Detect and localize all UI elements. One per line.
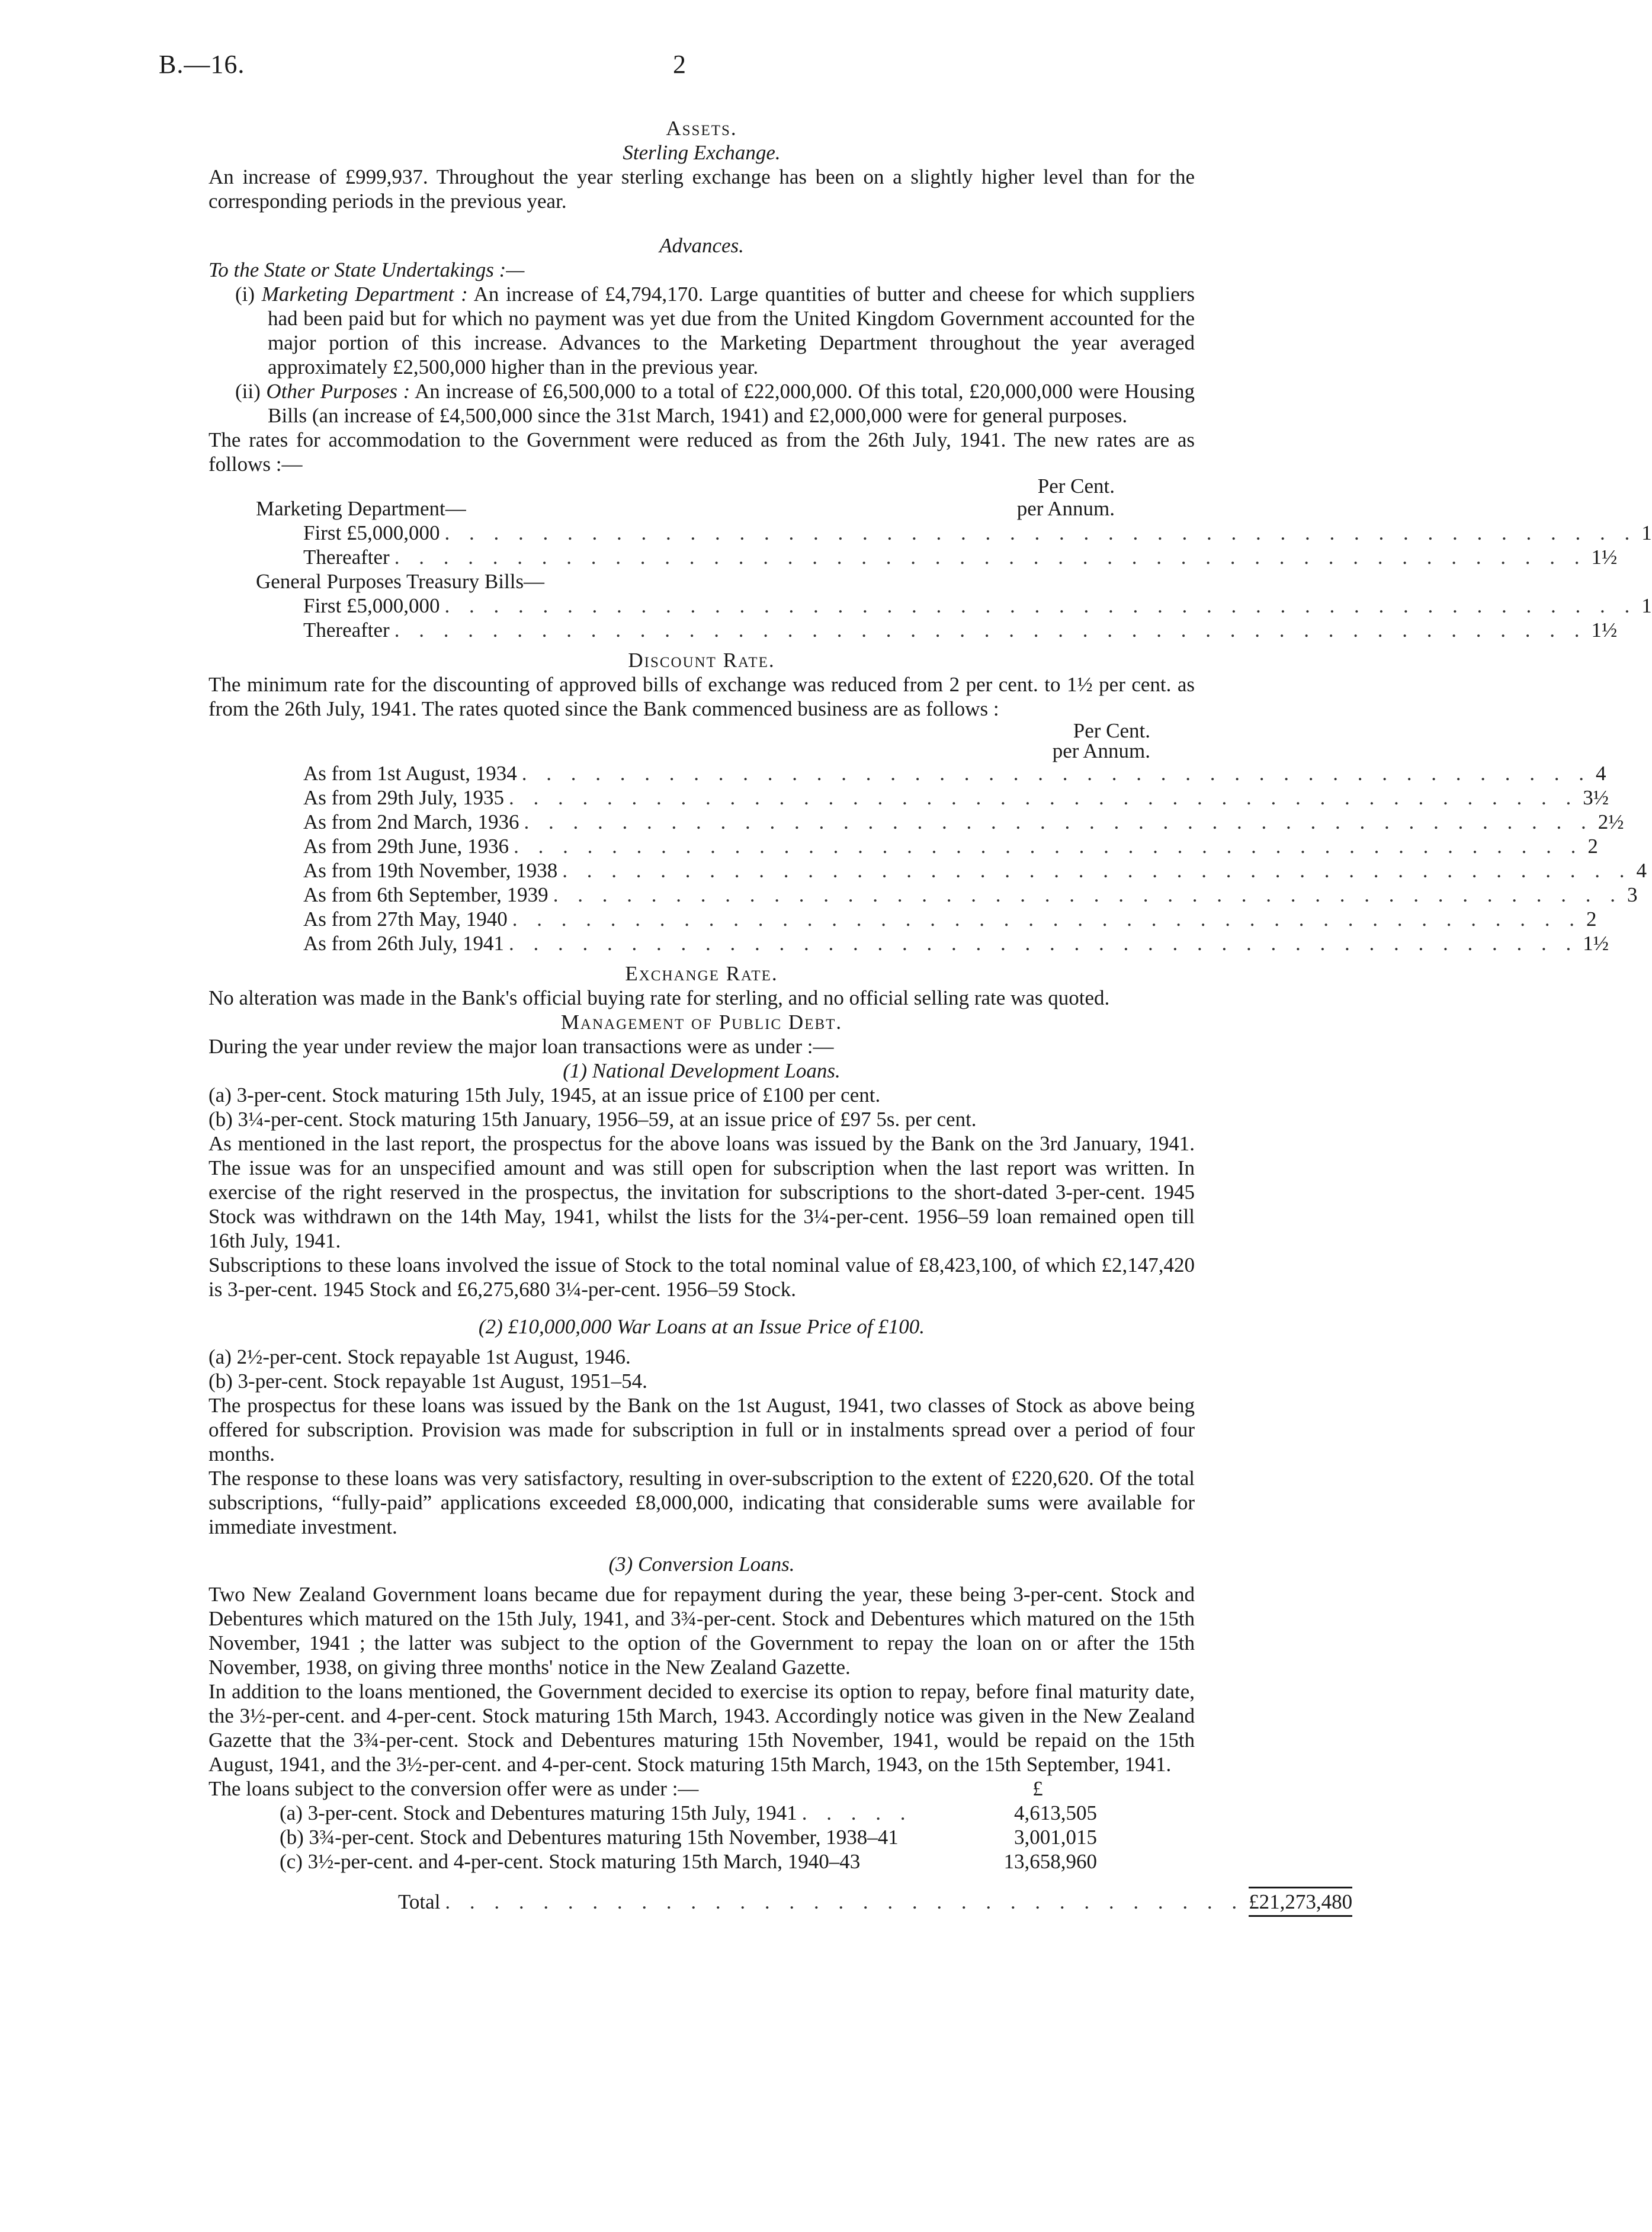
public-debt-heading: Management of Public Debt. [560,1011,843,1034]
total-label: Total [398,1890,441,1913]
total-row: Total . . . . . . . . . . . . . . . . . . . . . . . . . . . . . . . . . £21,273,480 [208,1887,1097,1917]
table-row [208,1776,1097,1801]
total-value: £21,273,480 [1249,1887,1352,1917]
rate-label: Thereafter [303,618,390,642]
conversion-heading: (3) Conversion Loans. [608,1553,795,1576]
discount-date: As from 1st August, 1934 [303,762,517,785]
rates-header-percent: Per Cent. [1037,474,1115,498]
public-debt-intro: During the year under review the major loan transactions were as under :— [208,1035,834,1058]
advance-item-title: Marketing Department : [261,283,468,306]
discount-value: 2½ [1598,810,1624,833]
table-row [208,1849,1097,1874]
war-paragraph-1: The prospectus for these loans was issued by the Bank on the 1st August, 1941, two classes of Stock as above being offered for subscription. Provision was made for subscription in full or in instalments spread over a period of four months. [208,1394,1195,1465]
discount-date: As from 26th July, 1941 [303,932,504,955]
war-item-a: (a) 2½-per-cent. Stock repayable 1st August, 1946. [208,1345,631,1368]
rates-header-annum: per Annum. [1016,497,1115,520]
table-row: As from 29th July, 1935 . . . . . . . . . . . . . . . . . . . . . . . . . . . . . . . . . . . . . . . . . . . . 3½ [303,786,1609,809]
rate-value: 1½ [1591,618,1618,642]
ndl-heading: (1) National Development Loans. [563,1059,841,1082]
rate-label: Thereafter [303,546,390,569]
war-item-b: (b) 3-per-cent. Stock repayable 1st August, 1951–54. [208,1370,647,1393]
exchange-rate-text: No alteration was made in the Bank's official buying rate for sterling, and no official selling rate was quoted. [208,986,1110,1009]
advance-item-other [208,379,1195,428]
loan-label: (b) 3¾-per-cent. Stock and Debentures maturing 15th November, 1938–41 [280,1826,899,1849]
discount-date: As from 29th July, 1935 [303,786,504,809]
accommodation-rates-table [208,474,1652,642]
table-row [208,496,1133,521]
discount-date: As from 2nd March, 1936 [303,810,519,833]
rates-group-label: General Purposes Treasury Bills— [256,570,545,593]
ndl-paragraph-1: As mentioned in the last report, the prospectus for the above loans was issued by the Bank on the 3rd January, 1941. The issue was for an unspecified amount and was still open for subscription when the last report was written. In exercise of the right reserved in the prospectus, the invitation for subscriptions to the short-dated 3-per-cent. 1945 Stock was withdrawn on the 14th May, 1941, whilst the lists for the 3¼-per-cent. 1956–59 loan remained open till 16th July, 1941. [208,1132,1195,1252]
discount-value: 2 [1586,907,1597,931]
advance-item-text: An increase of £6,500,000 to a total of £22,000,000. Of this total, £20,000,000 were Housing Bills (an increase of £4,500,000 since the 31st March, 1941) and £2,000,000 were for general purposes. [268,380,1195,427]
table-row: As from 6th September, 1939 . . . . . . . . . . . . . . . . . . . . . . . . . . . . . . . . . . . . . . . . . . . . 3 [303,883,1638,906]
discount-value: 1½ [1583,932,1609,955]
loan-value: 13,658,960 [1003,1850,1097,1873]
discount-value: 3 [1627,883,1638,906]
advance-item-number: (i) [235,283,255,306]
table-row: First £5,000,000 . . . . . . . . . . . . . . . . . . . . . . . . . . . . . . . . . . . . . . . . . . . . . . . . . 1 [208,521,1133,545]
table-row: As from 19th November, 1938 . . . . . . . . . . . . . . . . . . . . . . . . . . . . . . . . . . . . . . . . . . . . 4 [303,859,1647,882]
page-number: 2 [673,50,687,79]
currency-symbol: £ [1032,1777,1043,1800]
table-row: Thereafter . . . . . . . . . . . . . . . . . . . . . . . . . . . . . . . . . . . . . . . . . . . . . . . . . 1½ [208,618,1133,642]
discount-date: As from 27th May, 1940 [303,907,508,931]
discount-date: As from 6th September, 1939 [303,883,548,906]
rate-value: 1½ [1591,546,1618,569]
loan-value: 3,001,015 [1014,1826,1097,1849]
advance-item-number: (ii) [235,380,261,403]
conversion-loans-table [208,1776,1353,1917]
conversion-paragraph-1: Two New Zealand Government loans became due for repayment during the year, these being 3-per-cent. Stock and Debentures which matured on the 15th July, 1941, and 3¾-per-cent. Stock and Debentures which matured on the 15th November, 1941 ; the latter was subject to the option of the Government to repay the loan on or after the 15th November, 1938, on giving three months' notice in the New Zealand Gazette. [208,1583,1195,1679]
discount-value: 3½ [1583,786,1609,809]
conversion-paragraph-2: In addition to the loans mentioned, the Government decided to exercise its option to repay, before final maturity date, the 3½-per-cent. and 4-per-cent. Stock maturing 15th March, 1943. Accordingly notice was given in the New Zealand Gazette that the 3¾-per-cent. Stock and Debentures maturing 15th November, 1941, would be repaid on the 15th August, 1941, and the 3½-per-cent. and 4-per-cent. Stock maturing 15th March, 1943, on the 15th September, 1941. [208,1680,1195,1776]
discount-value: 2 [1587,835,1598,858]
discount-date: As from 19th November, 1938 [303,859,558,882]
advance-item-title: Other Purposes : [266,380,410,403]
discount-rate-text: The minimum rate for the discounting of approved bills of exchange was reduced from 2 per cent. to 1½ per cent. as from the 26th July, 1941. The rates quoted since the Bank commenced business are as follows : [208,673,1195,720]
table-row: (a) 3-per-cent. Stock and Debentures maturing 15th July, 1941 . . . . . 4,613,505 [208,1801,1097,1825]
document-reference: B.—16. [159,50,245,79]
assets-heading: Assets. [666,117,737,140]
ndl-item-a: (a) 3-per-cent. Stock maturing 15th July, 1945, at an issue price of £100 per cent. [208,1083,881,1107]
table-row: As from 2nd March, 1936 . . . . . . . . . . . . . . . . . . . . . . . . . . . . . . . . . . . . . . . . . . . . 2½ [303,810,1624,833]
rates-intro: The rates for accommodation to the Government were reduced as from the 26th July, 1941. The new rates are as follows :— [208,428,1195,476]
table-row: As from 29th June, 1936 . . . . . . . . . . . . . . . . . . . . . . . . . . . . . . . . . . . . . . . . . . . . 2 [303,835,1598,858]
table-row: As from 27th May, 1940 . . . . . . . . . . . . . . . . . . . . . . . . . . . . . . . . . . . . . . . . . . . . 2 [303,907,1597,931]
discount-header-annum: per Annum. [1052,739,1150,762]
advance-item-text: An increase of £4,794,170. Large quantities of butter and cheese for which suppliers had been paid but for which no payment was yet due from the United Kingdom Government accounted for the major portion of this increase. Advances to the Marketing Department throughout the year averaged approximately £2,500,000 higher than in the previous year. [268,283,1195,379]
table-row [208,1825,1097,1849]
war-loans-heading: (2) £10,000,000 War Loans at an Issue Price of £100. [478,1315,925,1338]
table-row: As from 1st August, 1934 . . . . . . . . . . . . . . . . . . . . . . . . . . . . . . . . . . . . . . . . . . . . 4 [303,762,1606,785]
rate-label: First £5,000,000 [303,594,440,617]
discount-value: 4 [1636,859,1647,882]
war-paragraph-2: The response to these loans was very satisfactory, resulting in over-subscription to the extent of £220,620. Of the total subscriptions, “fully-paid” applications exceeded £8,000,000, indicating that considerable sums were available for immediate investment. [208,1467,1195,1538]
rate-value: 1 [1641,521,1652,544]
page-content [208,116,1652,1917]
conversion-table-intro: The loans subject to the conversion offer were as under :— [208,1777,699,1800]
discount-value: 4 [1595,762,1606,785]
rate-label: First £5,000,000 [303,521,440,544]
table-row: First £5,000,000 . . . . . . . . . . . . . . . . . . . . . . . . . . . . . . . . . . . . . . . . . . . . . . . . . 1 [208,594,1133,618]
table-row [208,569,1133,594]
table-row: As from 26th July, 1941 . . . . . . . . . . . . . . . . . . . . . . . . . . . . . . . . . . . . . . . . . . . . 1½ [303,932,1609,955]
sterling-exchange-text: An increase of £999,937. Throughout the year sterling exchange has been on a slightly higher level than for the corresponding periods in the previous year. [208,165,1195,213]
loan-label: (a) 3-per-cent. Stock and Debentures maturing 15th July, 1941 [280,1801,797,1824]
ndl-item-b: (b) 3¼-per-cent. Stock maturing 15th January, 1956–59, at an issue price of £97 5s. per cent. [208,1108,977,1131]
loan-label: (c) 3½-per-cent. and 4-per-cent. Stock maturing 15th March, 1940–43 [280,1850,861,1873]
sterling-exchange-heading: Sterling Exchange. [623,141,781,164]
discount-rate-heading: Discount Rate. [628,649,775,672]
advances-heading: Advances. [659,234,744,257]
exchange-rate-heading: Exchange Rate. [625,962,778,985]
table-row: Thereafter . . . . . . . . . . . . . . . . . . . . . . . . . . . . . . . . . . . . . . . . . . . . . . . . . 1½ [208,545,1133,569]
ndl-paragraph-2: Subscriptions to these loans involved the issue of Stock to the total nominal value of £8,423,100, of which £2,147,420 is 3-per-cent. 1945 Stock and £6,275,680 3¼-per-cent. 1956–59 Stock. [208,1253,1195,1301]
advance-item-marketing [208,282,1195,379]
discount-rates-table [303,719,1647,955]
discount-header-percent: Per Cent. [1073,719,1150,742]
advances-intro: To the State or State Undertakings :— [208,258,525,281]
rate-value: 1 [1641,594,1652,617]
loan-value: 4,613,505 [1014,1801,1097,1824]
discount-date: As from 29th June, 1936 [303,835,509,858]
rates-group-label: Marketing Department— [256,497,466,520]
